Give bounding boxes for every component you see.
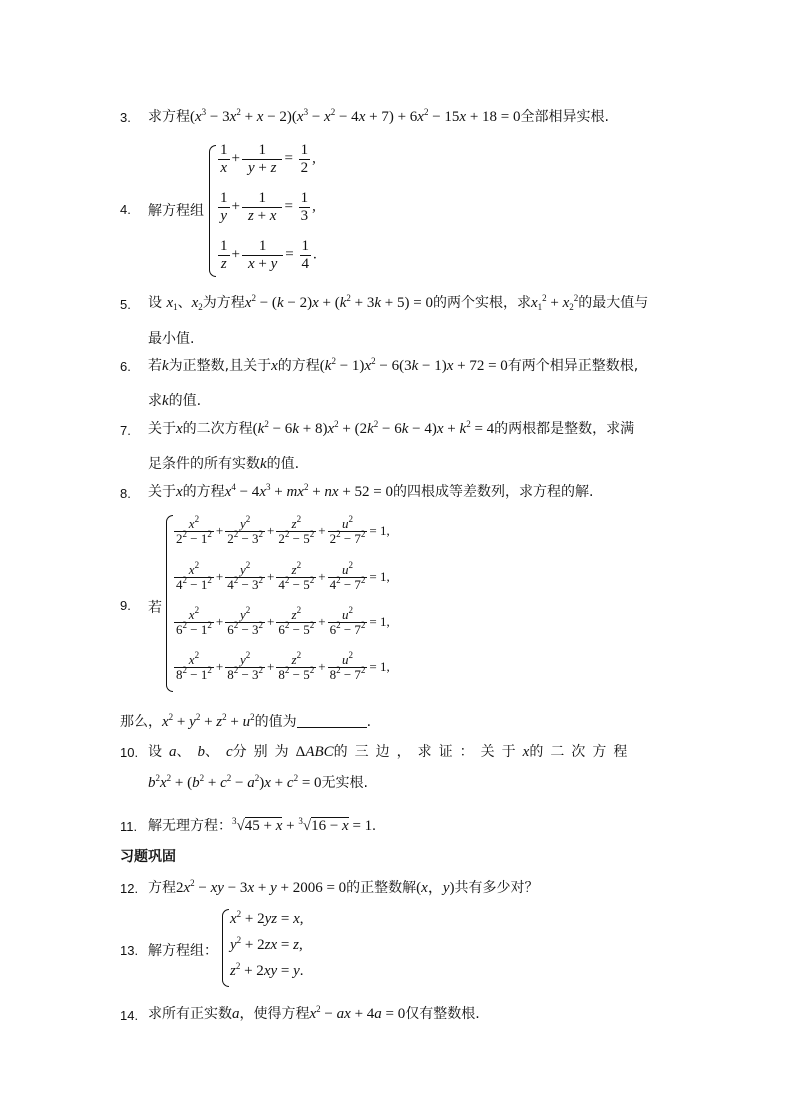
problem-6-number: 6.: [120, 359, 131, 374]
problem-3: 求方程$(x^3 - 3x^2 + x - 2)(x^3 - x^2 - 4x + 7) + 6x^2 - 15x + 18 = 0$全部相异实根.: [148, 107, 609, 125]
problem-3-number: 3.: [120, 110, 131, 125]
problem-11-equation: $^3$√45 + x + $^3$√16 − x = 1.: [232, 816, 376, 834]
problem-6-line2: 求k的值.: [148, 393, 202, 409]
problem-5-equation: $x^2 - (k - 2)x + (k^2 + 3k + 5) = 0$: [244, 293, 433, 311]
section-title: 习题巩固: [120, 849, 176, 865]
system-13-brace: [222, 909, 229, 987]
system-9-eq4: $\frac{x^2}{8^2 - 1^2}$ + $\frac{y^2}{8^2 - 3^2}$ + $\frac{z^2}{8^2 - 5^2}$ + $\frac{u^2}{8^2 - 7^2}$ = 1,: [176, 650, 390, 683]
problem-9-number: 9.: [120, 598, 131, 613]
problem-4-label: 解方程组: [148, 203, 204, 219]
system-13-eq1: $x^2 + 2yz = x$,: [230, 909, 304, 927]
answer-blank: [297, 715, 367, 728]
system-brace: [209, 145, 216, 277]
problem-7-line2: 足条件的所有实数k的值.: [148, 456, 300, 472]
problem-10-line1: 设a、b、c分别为ΔABC的三边，求证：关于x的二次方程: [148, 744, 635, 760]
problem-7-line1: 关于x的二次方程$(k^2 - 6k + 8)x^2 + (2k^2 - 6k - 4)x + k^2 = 4$的两根都是整数，求满: [148, 419, 635, 437]
problem-5-number: 5.: [120, 297, 131, 312]
problem-4-number: 4.: [120, 202, 131, 217]
problem-10-equation: $b^2x^2 + (b^2 + c^2 - a^2)x + c^2 = 0$: [148, 773, 322, 791]
problem-7-number: 7.: [120, 423, 131, 438]
system-9-eq1: $\frac{x^2}{2^2 - 1^2}$ + $\frac{y^2}{2^2 - 3^2}$ + $\frac{z^2}{2^2 - 5^2}$ + $\frac{u^2}{2^2 - 7^2}$ = 1,: [176, 514, 390, 547]
problem-7-equation: $(k^2 - 6k + 8)x^2 + (2k^2 - 6k - 4)x + k^2 = 4$: [252, 419, 495, 437]
problem-9-label: 若: [148, 600, 162, 616]
problem-10-number: 10.: [120, 745, 139, 760]
problem-12: 方程$2x^2$ − xy − 3x + y + 2006 = 0的正整数解(x，y)共有多少对？: [148, 878, 539, 896]
system-13-eq3: $z^2 + 2xy = y$.: [230, 961, 304, 979]
problem-8: 关于x的方程$x^4 - 4x^3 + mx^2$ + nx + 52 = 0的四根成等差数列，求方程的解.: [148, 482, 594, 500]
problem-3-equation: $(x^3 - 3x^2 + x - 2)(x^3 - x^2 - 4x + 7) + 6x^2 - 15x + 18 = 0$: [190, 107, 521, 125]
problem-11-number: 11.: [120, 819, 138, 834]
problem-14-equation: $x^2$ − ax + 4a = 0: [309, 1004, 406, 1022]
problem-6-line1: 若k为正整数,且关于x的方程$(k^2 - 1)x^2 - 6(3k - 1)x + 72 = 0$有两个相异正整数根,: [148, 356, 639, 374]
system-4-eq3: $\frac{1}{z}$ + $\frac{1}{x + y}$ = $\frac{1}{4}$ .: [220, 238, 317, 272]
system-4-eq1: $\frac{1}{x}$ + $\frac{1}{y + z}$ = $\frac{1}{2}$ ,: [220, 142, 316, 176]
problem-11: 解无理方程：$^3$√45 + x + $^3$√16 − x = 1.: [148, 816, 376, 834]
problem-5-line1: 设 $x_1$、$x_2$为方程$x^2 - (k - 2)x + (k^2 + 3k + 5) = 0$的两个实根，求$x_1^2 + x_2^2$的最大值与: [148, 293, 649, 312]
problem-8-equation: $x^4 - 4x^3 + mx^2$ + nx + 52 = 0: [224, 482, 394, 500]
problem-13-label: 解方程组：: [148, 943, 218, 959]
problem-12-equation: $2x^2$ − xy − 3x + y + 2006 = 0: [176, 878, 347, 896]
system-9-eq2: $\frac{x^2}{4^2 - 1^2}$ + $\frac{y^2}{4^2 - 3^2}$ + $\frac{z^2}{4^2 - 5^2}$ + $\frac{u^2}{4^2 - 7^2}$ = 1,: [176, 560, 390, 593]
problem-8-number: 8.: [120, 486, 131, 501]
problem-13-number: 13.: [120, 943, 139, 958]
problem-5-line2: 最小值.: [148, 331, 195, 347]
problem-10-line2: $b^2x^2 + (b^2 + c^2 - a^2)x + c^2 = 0$无实根.: [148, 773, 368, 791]
problem-14: 求所有正实数a，使得方程$x^2$ − ax + 4a = 0仅有整数根.: [148, 1004, 480, 1022]
system-13-eq2: $y^2 + 2zx = z$,: [230, 935, 303, 953]
problem-9-question: 那么，$x^2 + y^2 + z^2 + u^2$的值为 .: [120, 712, 372, 730]
problem-14-number: 14.: [120, 1008, 139, 1023]
problem-12-number: 12.: [120, 881, 139, 896]
system-4-eq2: $\frac{1}{y}$ + $\frac{1}{z + x}$ = $\frac{1}{3}$ ,: [220, 190, 316, 224]
problem-6-equation: $(k^2 - 1)x^2 - 6(3k - 1)x + 72 = 0$: [319, 356, 508, 374]
system-9-eq3: $\frac{x^2}{6^2 - 1^2}$ + $\frac{y^2}{6^2 - 3^2}$ + $\frac{z^2}{6^2 - 5^2}$ + $\frac{u^2}{6^2 - 7^2}$ = 1,: [176, 605, 390, 638]
